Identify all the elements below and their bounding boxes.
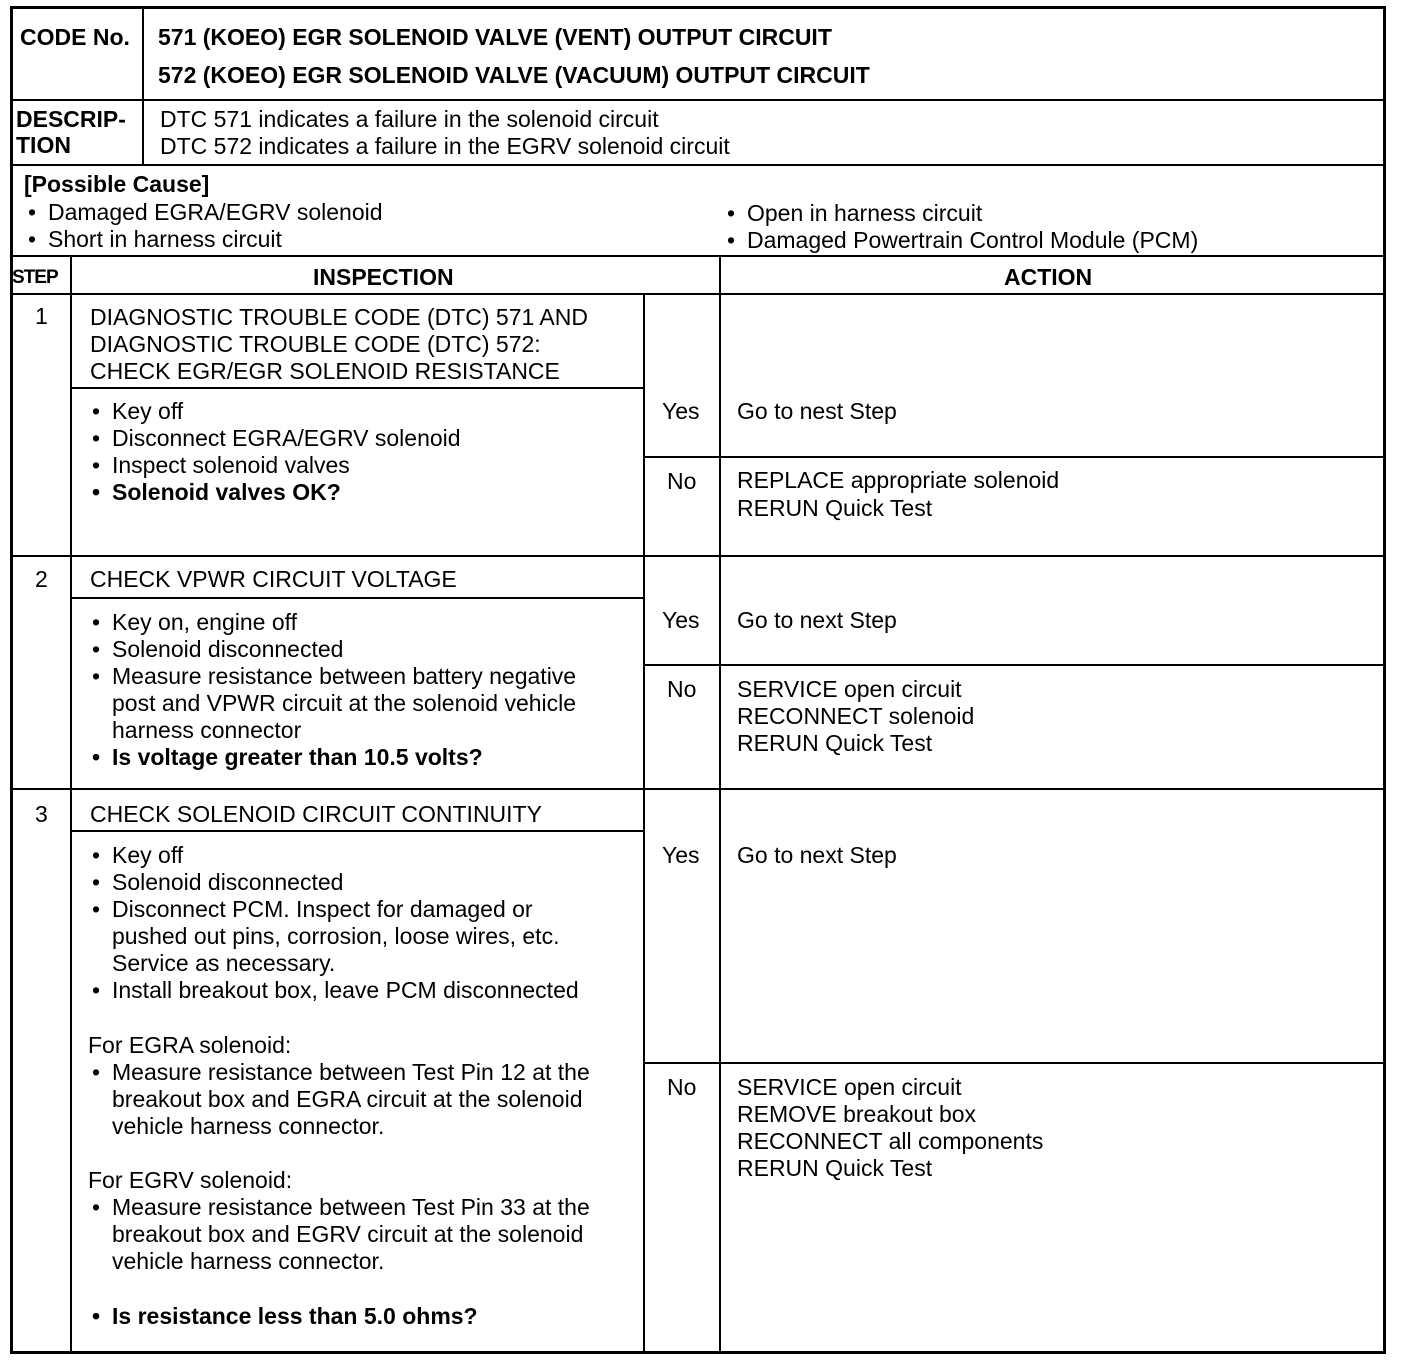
egrv-bullet bbox=[90, 1194, 590, 1275]
step-question: • Is resistance less than 5.0 ohms? bbox=[90, 1303, 478, 1330]
code-line-2: 572 (KOEO) EGR SOLENOID VALVE (VACUUM) OUTPUT CIRCUIT bbox=[158, 62, 870, 88]
list-item-continued: harness connector bbox=[112, 717, 302, 743]
step-bullets bbox=[90, 609, 576, 771]
egrv-label: For EGRV solenoid: bbox=[88, 1167, 293, 1193]
list-item: • Disconnect EGRA/EGRV solenoid bbox=[90, 425, 461, 452]
no-action: SERVICE open circuit bbox=[737, 1074, 962, 1100]
no-action: RERUN Quick Test bbox=[737, 730, 933, 756]
step-question: • Is voltage greater than 10.5 volts? bbox=[90, 744, 576, 771]
yes-label: Yes bbox=[662, 607, 700, 633]
column-header-inspection: INSPECTION bbox=[313, 264, 454, 290]
no-label: No bbox=[667, 1074, 697, 1100]
list-item: • Inspect solenoid valves bbox=[90, 452, 461, 479]
no-action: RERUN Quick Test bbox=[737, 495, 933, 521]
possible-cause-right bbox=[725, 200, 1198, 254]
description-line-1: DTC 571 indicates a failure in the solenoid circuit bbox=[160, 106, 659, 132]
list-item-continued: breakout box and EGRA circuit at the solenoid bbox=[112, 1086, 583, 1112]
step-question-block bbox=[90, 1303, 478, 1330]
list-item: • Measure resistance between battery negative bbox=[90, 663, 576, 690]
step-title: CHECK VPWR CIRCUIT VOLTAGE bbox=[90, 566, 457, 592]
step-bullets bbox=[90, 842, 579, 1004]
egra-bullet bbox=[90, 1059, 590, 1140]
code-line-1: 571 (KOEO) EGR SOLENOID VALVE (VENT) OUTPUT CIRCUIT bbox=[158, 24, 832, 50]
step-title: DIAGNOSTIC TROUBLE CODE (DTC) 571 AND bbox=[90, 304, 588, 330]
list-item: • Install breakout box, leave PCM disconnected bbox=[90, 977, 579, 1004]
yes-action: Go to nest Step bbox=[737, 398, 897, 424]
no-action: RECONNECT solenoid bbox=[737, 703, 975, 729]
yes-label: Yes bbox=[662, 842, 700, 868]
list-item-continued: post and VPWR circuit at the solenoid vehicle bbox=[112, 690, 577, 716]
no-action: REPLACE appropriate solenoid bbox=[737, 467, 1060, 493]
list-item-continued: vehicle harness connector. bbox=[112, 1113, 385, 1139]
cause-item: • Short in harness circuit bbox=[26, 226, 383, 253]
no-action: SERVICE open circuit bbox=[737, 676, 962, 702]
list-item: • Key off bbox=[90, 398, 461, 425]
yes-action: Go to next Step bbox=[737, 842, 897, 868]
list-item: • Key on, engine off bbox=[90, 609, 576, 636]
cause-item: • Damaged EGRA/EGRV solenoid bbox=[26, 199, 383, 226]
no-action: REMOVE breakout box bbox=[737, 1101, 977, 1127]
list-item: • Key off bbox=[90, 842, 579, 869]
egra-label: For EGRA solenoid: bbox=[88, 1032, 292, 1058]
list-item-continued: breakout box and EGRV circuit at the solenoid bbox=[112, 1221, 584, 1247]
cause-item: • Open in harness circuit bbox=[725, 200, 1198, 227]
yes-action: Go to next Step bbox=[737, 607, 897, 633]
step-number: 3 bbox=[35, 801, 48, 827]
cause-item: • Damaged Powertrain Control Module (PCM) bbox=[725, 227, 1198, 254]
step-title: DIAGNOSTIC TROUBLE CODE (DTC) 572: bbox=[90, 331, 541, 357]
step-question: • Solenoid valves OK? bbox=[90, 479, 461, 506]
code-label: CODE No. bbox=[20, 24, 130, 50]
step-title: CHECK SOLENOID CIRCUIT CONTINUITY bbox=[90, 801, 542, 827]
list-item: • Solenoid disconnected bbox=[90, 869, 579, 896]
list-item: • Disconnect PCM. Inspect for damaged or bbox=[90, 896, 579, 923]
list-item: • Measure resistance between Test Pin 33 at the bbox=[90, 1194, 590, 1221]
step-title: CHECK EGR/EGR SOLENOID RESISTANCE bbox=[90, 358, 560, 384]
column-header-step: STEP bbox=[12, 267, 58, 288]
step-number: 1 bbox=[35, 303, 48, 329]
list-item: • Solenoid disconnected bbox=[90, 636, 576, 663]
no-label: No bbox=[667, 676, 697, 702]
step-number: 2 bbox=[35, 566, 48, 592]
list-item: • Measure resistance between Test Pin 12 at the bbox=[90, 1059, 590, 1086]
yes-label: Yes bbox=[662, 398, 700, 424]
no-label: No bbox=[667, 468, 697, 494]
description-label-2: TION bbox=[16, 132, 71, 158]
list-item-continued: Service as necessary. bbox=[112, 950, 336, 976]
description-label-1: DESCRIP- bbox=[16, 106, 126, 132]
no-action: RERUN Quick Test bbox=[737, 1155, 933, 1181]
step-bullets bbox=[90, 398, 461, 506]
no-action: RECONNECT all components bbox=[737, 1128, 1044, 1154]
list-item-continued: vehicle harness connector. bbox=[112, 1248, 385, 1274]
possible-cause-title: [Possible Cause] bbox=[24, 171, 210, 197]
description-line-2: DTC 572 indicates a failure in the EGRV solenoid circuit bbox=[160, 133, 730, 159]
column-header-action: ACTION bbox=[1004, 264, 1093, 290]
list-item-continued: pushed out pins, corrosion, loose wires, etc. bbox=[112, 923, 560, 949]
possible-cause-left bbox=[26, 199, 383, 253]
